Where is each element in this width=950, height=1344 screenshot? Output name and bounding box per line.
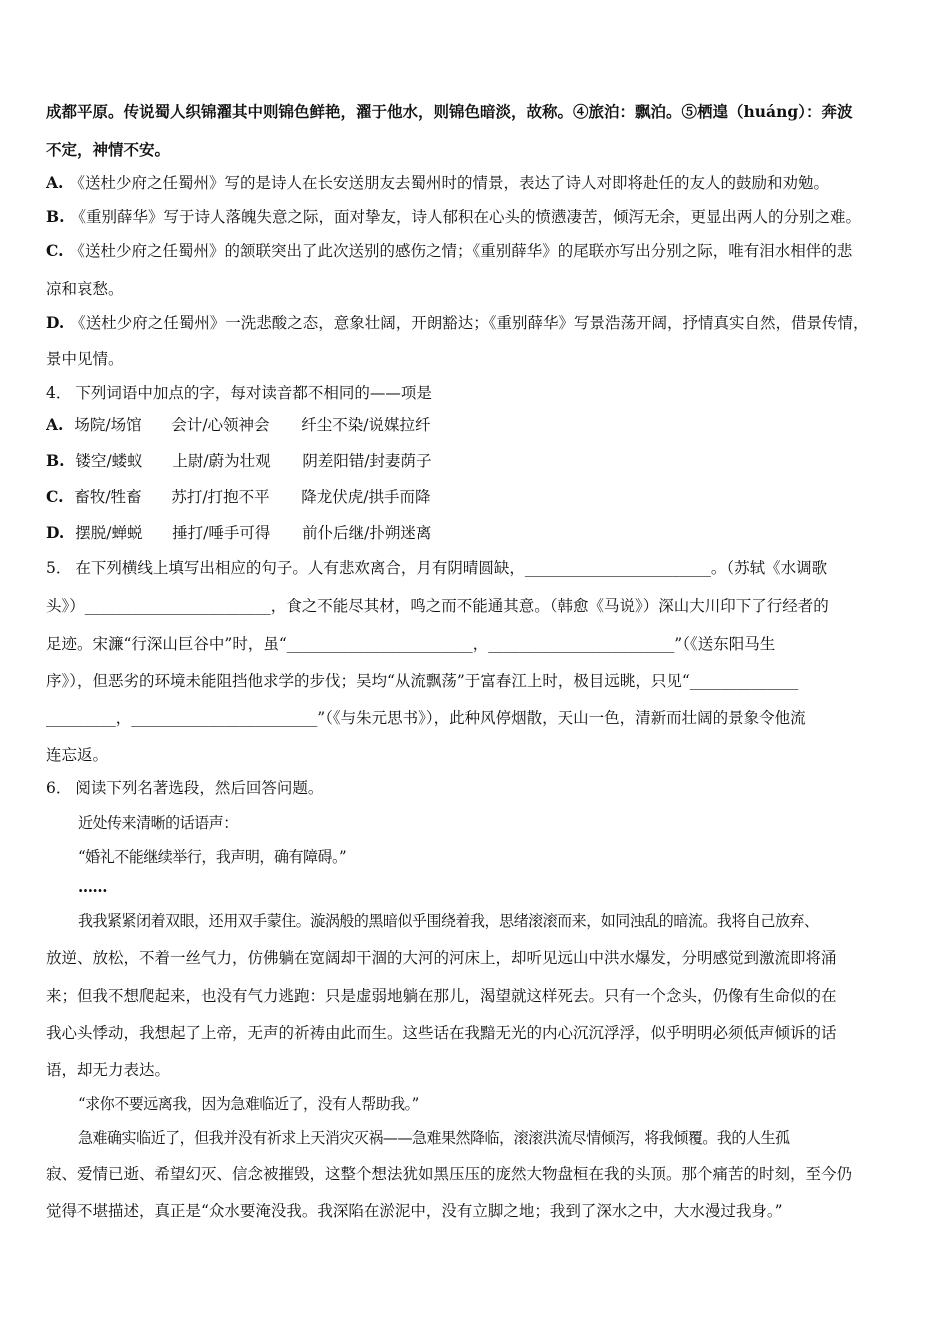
option-label: D. (46, 313, 65, 332)
option-item: 畜牧/牲畜 (74, 488, 142, 506)
passage-line: 来；但我不想爬起来，也没有气力逃跑：只是虚弱地躺在那儿，渴望就这样死去。只有一个念头，仍像有生命似的在 (46, 987, 837, 1005)
q5-line-6: 连忘返。 (46, 746, 109, 764)
option-label: C. (46, 241, 64, 260)
passage-line: “婚礼不能继续举行，我声明，确有障碍。” (78, 848, 347, 866)
passage-line: 我我紧紧闭着双眼，还用双手蒙住。漩涡般的黑暗似乎围绕着我，思绪滚滚而来，如同浊乱的暗流。我将自己放弃、 (78, 912, 819, 930)
question-number: 5． (46, 559, 72, 577)
option-item: 镂空/蝼蚁 (75, 452, 143, 470)
passage-line: 放逆、放松，不着一丝气力，仿佛躺在宽阔却干涸的大河的河床上，却听见远山中洪水爆发，分明感觉到激流即将涌 (46, 949, 837, 967)
q3-note-line-1: 成都平原。传说蜀人织锦濯其中则锦色鲜艳，濯于他水，则锦色暗淡，故称。④旅泊：飘泊。⑤栖遑（huáng）：奔波 (46, 102, 853, 121)
q3-option-b (46, 206, 916, 228)
q4-stem (46, 382, 916, 404)
option-item: 苏打/打抱不平 (171, 488, 270, 506)
q4-option-c (46, 486, 916, 508)
q5-line-3: 足迹。宋濂“行深山巨谷中”时，虽“________________________，________________________”（《送东阳马生 (46, 635, 776, 653)
q4-option-a (46, 414, 916, 436)
option-item: 降龙伏虎/拱手而降 (301, 488, 431, 506)
option-item: 场院/场馆 (74, 416, 142, 434)
passage-line: “求你不要远离我，因为急难临近了，没有人帮助我。” (78, 1095, 419, 1113)
q5-line-5: _________，________________________”（《与朱元思书》），此种风停烟散，天山一色，清新而壮阔的景象令他流 (46, 709, 806, 727)
option-text: 《送杜少府之任蜀州》一洗悲酸之态，意象壮阔，开朗豁达；《重别薛华》写景浩荡开阔，抒情真实自然，借景传情， (70, 314, 869, 332)
q5-line-4: 序》），但恶劣的环境未能阻挡他求学的步伐；吴均“从流飘荡”于富春江上时，极目远眺，只见“______________ (46, 672, 799, 690)
q3-option-d-cont: 景中见情。 (46, 350, 124, 368)
q3-option-c (46, 240, 916, 262)
q5-line-1 (46, 557, 916, 579)
q3-option-c-cont: 凉和哀愁。 (46, 280, 124, 298)
passage-line: 急难确实临近了，但我并没有祈求上天消灾灭祸——急难果然降临，滚滚洪流尽情倾泻，将我倾覆。我的人生孤 (78, 1129, 790, 1147)
option-label: C. (46, 487, 64, 506)
option-label: B. (46, 451, 65, 470)
passage-ellipsis: …… (78, 877, 108, 896)
q4-option-d (46, 522, 916, 544)
passage-line: 寂、爱情已逝、希望幻灭、信念被摧毁，这整个想法犹如黑压压的庞然大物盘桓在我的头顶。那个痛苦的时刻，至今仍 (46, 1165, 853, 1183)
option-item: 会计/心领神会 (171, 416, 270, 434)
option-item: 纤尘不染/说媒拉纤 (301, 416, 431, 434)
q6-stem (46, 777, 916, 799)
option-item: 阴差阳错/封妻荫子 (302, 452, 432, 470)
question-stem: 阅读下列名著选段，然后回答问题。 (75, 779, 324, 797)
question-number: 4． (46, 384, 72, 402)
option-item: 前仆后继/扑朔迷离 (302, 524, 432, 542)
q3-option-d (46, 312, 916, 334)
question-stem: 下列词语中加点的字，每对读音都不相同的——项是 (75, 384, 432, 402)
q3-note-line-2: 不定，神情不安。 (46, 140, 171, 159)
option-label: A. (46, 173, 64, 192)
option-item: 捶打/唾手可得 (172, 524, 271, 542)
passage-line: 语，却无力表达。 (46, 1061, 171, 1079)
option-label: B. (46, 207, 65, 226)
question-text: 在下列横线上填写出相应的句子。人有悲欢离合，月有阴晴圆缺，________________________。（苏轼《水调歌 (75, 559, 828, 577)
question-number: 6． (46, 779, 72, 797)
option-item: 摆脱/蝉蜕 (75, 524, 143, 542)
passage-line: 近处传来清晰的话语声： (78, 814, 238, 832)
q5-line-2: 头》）________________________，食之不能尽其材，鸣之而不能通其意。（韩愈《马说》）深山大川印下了行经者的 (46, 597, 829, 615)
q3-option-a (46, 172, 916, 194)
option-label: D. (46, 523, 65, 542)
option-text: 《送杜少府之任蜀州》的颔联突出了此次送别的感伤之情；《重别薛华》的尾联亦写出分别之际，唯有泪水相伴的悲 (69, 242, 853, 260)
passage-line: 我心头悸动，我想起了上帝，无声的祈祷由此而生。这些话在我黯无光的内心沉沉浮浮，似乎明明必须低声倾诉的话 (46, 1024, 837, 1042)
option-label: A. (46, 415, 64, 434)
q4-option-b (46, 450, 916, 472)
passage-line: 觉得不堪描述，真正是“众水要淹没我。我深陷在淤泥中，没有立脚之地；我到了深水之中，大水漫过我身。” (46, 1202, 783, 1220)
option-text: 《送杜少府之任蜀州》写的是诗人在长安送朋友去蜀州时的情景，表达了诗人对即将赴任的友人的鼓励和劝勉。 (69, 174, 829, 192)
option-item: 上尉/蔚为壮观 (172, 452, 271, 470)
option-text: 《重别薛华》写于诗人落魄失意之际，面对挚友，诗人郁积在心头的愤懑凄苦，倾泻无余，更显出两人的分别之难。 (70, 208, 862, 226)
